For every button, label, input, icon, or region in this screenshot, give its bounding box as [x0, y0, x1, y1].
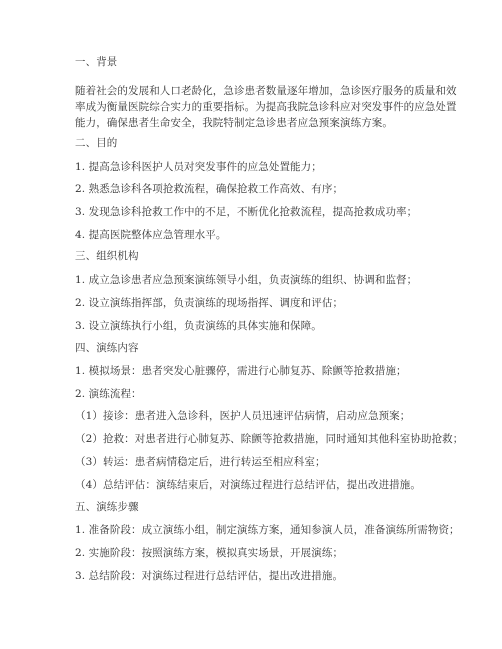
section-heading-background: 一、背景	[75, 56, 118, 68]
paragraph-line: 随着社会的发展和人口老龄化，急诊患者数量逐年增加，急诊医疗服务的质量和效	[75, 85, 457, 97]
list-item: 1. 成立急诊患者应急预案演练领导小组，负责演练的组织、协调和监督；	[75, 274, 418, 286]
list-item: （1）接诊：患者进入急诊科，医护人员迅速评估病情，启动应急预案；	[75, 410, 411, 422]
list-item: 1. 准备阶段：成立演练小组，制定演练方案，通知参演人员，准备演练所需物资；	[75, 524, 460, 536]
list-item: 4. 提高医院整体应急管理水平。	[75, 229, 227, 241]
list-item: 3. 总结阶段：对演练过程进行总结评估，提出改进措施。	[75, 570, 344, 582]
list-item: 3. 设立演练执行小组，负责演练的具体实施和保障。	[75, 320, 322, 332]
section-heading-purpose: 二、目的	[75, 137, 118, 149]
list-item: （2）抢救：对患者进行心肺复苏、除颤等抢救措施，同时通知其他科室协助抢救；	[75, 433, 464, 445]
list-item: 3. 发现急诊科抢救工作中的不足，不断优化抢救流程，提高抢救成功率；	[75, 206, 418, 218]
list-item: 2. 实施阶段：按照演练方案，模拟真实场景，开展演练；	[75, 547, 344, 559]
list-item: 2. 熟悉急诊科各项抢救流程，确保抢救工作高效、有序；	[75, 183, 344, 195]
list-item: （4）总结评估：演练结束后，对演练过程进行总结评估，提出改进措施。	[75, 479, 421, 491]
paragraph-line: 率成为衡量医院综合实力的重要指标。为提高我院急诊科应对突发事件的应急处置	[75, 101, 457, 113]
section-heading-organization: 三、组织机构	[75, 250, 139, 262]
section-heading-steps: 五、演练步骤	[75, 501, 139, 513]
section-heading-content: 四、演练内容	[75, 342, 139, 354]
list-item: 2. 设立演练指挥部，负责演练的现场指挥、调度和评估；	[75, 297, 344, 309]
list-item: （3）转运：患者病情稳定后，进行转运至相应科室；	[75, 456, 326, 468]
list-item: 1. 模拟场景：患者突发心脏骤停，需进行心肺复苏、除颤等抢救措施；	[75, 365, 407, 377]
paragraph-line: 能力，确保患者生命安全，我院特制定急诊患者应急预案演练方案。	[75, 117, 393, 129]
list-item: 2. 演练流程：	[75, 388, 142, 400]
list-item: 1. 提高急诊科医护人员对突发事件的应急处置能力；	[75, 161, 322, 173]
